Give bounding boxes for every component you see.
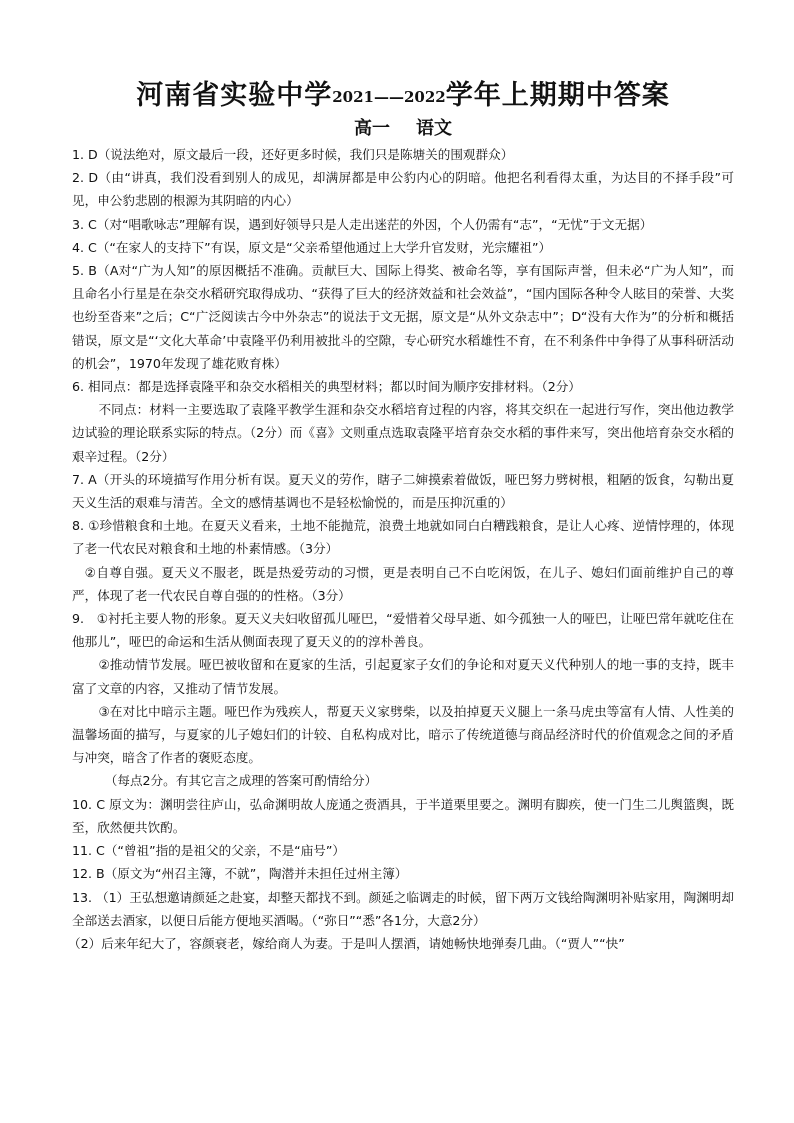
answer-1: 1. D（说法绝对，原文最后一段，还好更多时候，我们只是陈塘关的围观群众） (72, 147, 514, 162)
answer-9-point-3: ③在对比中暗示主题。哑巴作为残疾人，帮夏天义家劈柴，以及拍掉夏天义腿上一条马虎虫等富有人情、人性美的温馨场面的描写，与夏家的儿子媳妇们的计较、自私构成对比，暗示了传统道德与商品经济时代的价值观念之间的矛盾与冲突，暗含了作者的褒贬态度。 (72, 703, 734, 766)
answer-6-similarities: 6. 相同点：都是选择袁隆平和杂交水稻相关的典型材料；都以时间为顺序安排材料。（2分） (72, 379, 581, 395)
answer-8-point-2: ②自尊自强。夏天义不服老，既是热爱劳动的习惯，更是表明自己不白吃闲饭，在儿子、媳妇们面前维护自己的尊严，体现了老一代农民自尊自强的的性格。（3分） (72, 564, 734, 603)
grade-label: 高一 (354, 118, 390, 139)
answer-6-differences: 不同点：材料一主要选取了袁隆平教学生涯和杂交水稻培育过程的内容，将其交织在一起进行写作，突出他边教学边试验的理论联系实际的特点。（2分）而《喜》文则重点选取袁隆平培育杂交水稻的事件来写，突出他培育杂交水稻的艰辛过程。（2分） (72, 402, 734, 464)
page-subtitle (72, 117, 734, 141)
subject-label: 语文 (416, 118, 452, 139)
answer-11: 11. C（“曾祖”指的是祖父的父亲，不是“庙号”） (72, 843, 346, 859)
answer-12: 12. B（原文为“州召主簿，不就”，陶潜并未担任过州主簿） (72, 866, 408, 882)
title-year: 2021——2022 (332, 88, 446, 106)
answer-9-point-1: 9. ①衬托主要人物的形象。夏天义夫妇收留孤儿哑巴，“爱惜着父母早逝、如今孤独一人的哑巴，让哑巴常年就吃住在他那儿”，哑巴的命运和生活从侧面表现了夏天义的的淳朴善良。 (72, 611, 734, 650)
answer-13-part-2: （2）后来年纪大了，容颜衰老，嫁给商人为妻。于是叫人摆酒，请她畅快地弹奏几曲。（“贾人”“快” (68, 935, 625, 951)
answer-13-part-1: 13. （1）王弘想邀请颜延之赴宴，却整天都找不到。颜延之临调走的时候，留下两万文钱给陶渊明补贴家用，陶渊明却全部送去酒家，以便日后能方便地买酒喝。（“弥日”“悉”各1分，大意2分） (72, 889, 734, 928)
answer-8-point-1: 8. ①珍惜粮食和土地。在夏天义看来，土地不能抛荒，浪费土地就如同白白糟践粮食，是让人心疼、逆情悖理的，体现了老一代农民对粮食和土地的朴素情感。（3分） (72, 518, 734, 557)
answer-5: 5. B（A对“广为人知”的原因概括不准确。贡献巨大、国际上得奖、被命名等，享有国际声誉，但未必“广为人知”，而且命名小行星是在杂交水稻研究取得成功、“获得了巨大的经济效益和社会效益”，“国内国际各种令人眩目的荣誉、大奖也纷至沓来”之后；C“广泛阅读古今中外杂志”的说法于文无据，原文是“从外文杂志中”；D“没有大作为”的分析和概括错误，原文是“‘文化大革命’中袁隆平仍利用被批斗的空隙，专心研究水稻雄性不育，在不利条件中争得了从事科研活动的机会”，1970年发现了雄花败育株） (72, 263, 734, 371)
answer-10: 10. C 原文为：渊明尝往庐山，弘命渊明故人庞通之赍酒具，于半道栗里要之。渊明有脚疾，使一门生二儿舆篮舆，既至，欣然便共饮酌。 (72, 796, 734, 835)
answer-9-scoring-note: （每点2分。有其它言之成理的答案可酌情给分） (104, 773, 378, 789)
answer-7: 7. A（开头的环境描写作用分析有误。夏天义的劳作，瞎子二婶摸索着做饭，哑巴努力劈树根，粗陋的饭食，勾勒出夏天义生活的艰难与清苦。全文的感情基调也不是轻松愉悦的，而是压抑沉重的） (72, 471, 734, 511)
page-title (72, 78, 734, 115)
answer-list (68, 143, 734, 955)
answer-3: 3. C（对“唱歌咏志”理解有误，遇到好领导只是人走出迷茫的外因，个人仍需有“志”，“无忧”于文无据） (72, 216, 653, 232)
title-term: 学年上期期中答案 (445, 80, 670, 111)
title-school: 河南省实验中学 (136, 80, 333, 111)
answer-9-point-2: ②推动情节发展。哑巴被收留和在夏家的生活，引起夏家子女们的争论和对夏天义代种别人的地一事的支持，既丰富了文章的内容，又推动了情节发展。 (72, 657, 734, 696)
answer-2: 2. D（由“讲真，我们没看到别人的成见，却满屏都是申公豹内心的阴暗。他把名利看得太重，为达目的不择手段”可见，申公豹悲剧的根源为其阴暗的内心） (72, 170, 734, 209)
answer-4: 4. C（“在家人的支持下”有误，原文是“父亲希望他通过上大学升官发财，光宗耀祖”） (72, 239, 552, 255)
